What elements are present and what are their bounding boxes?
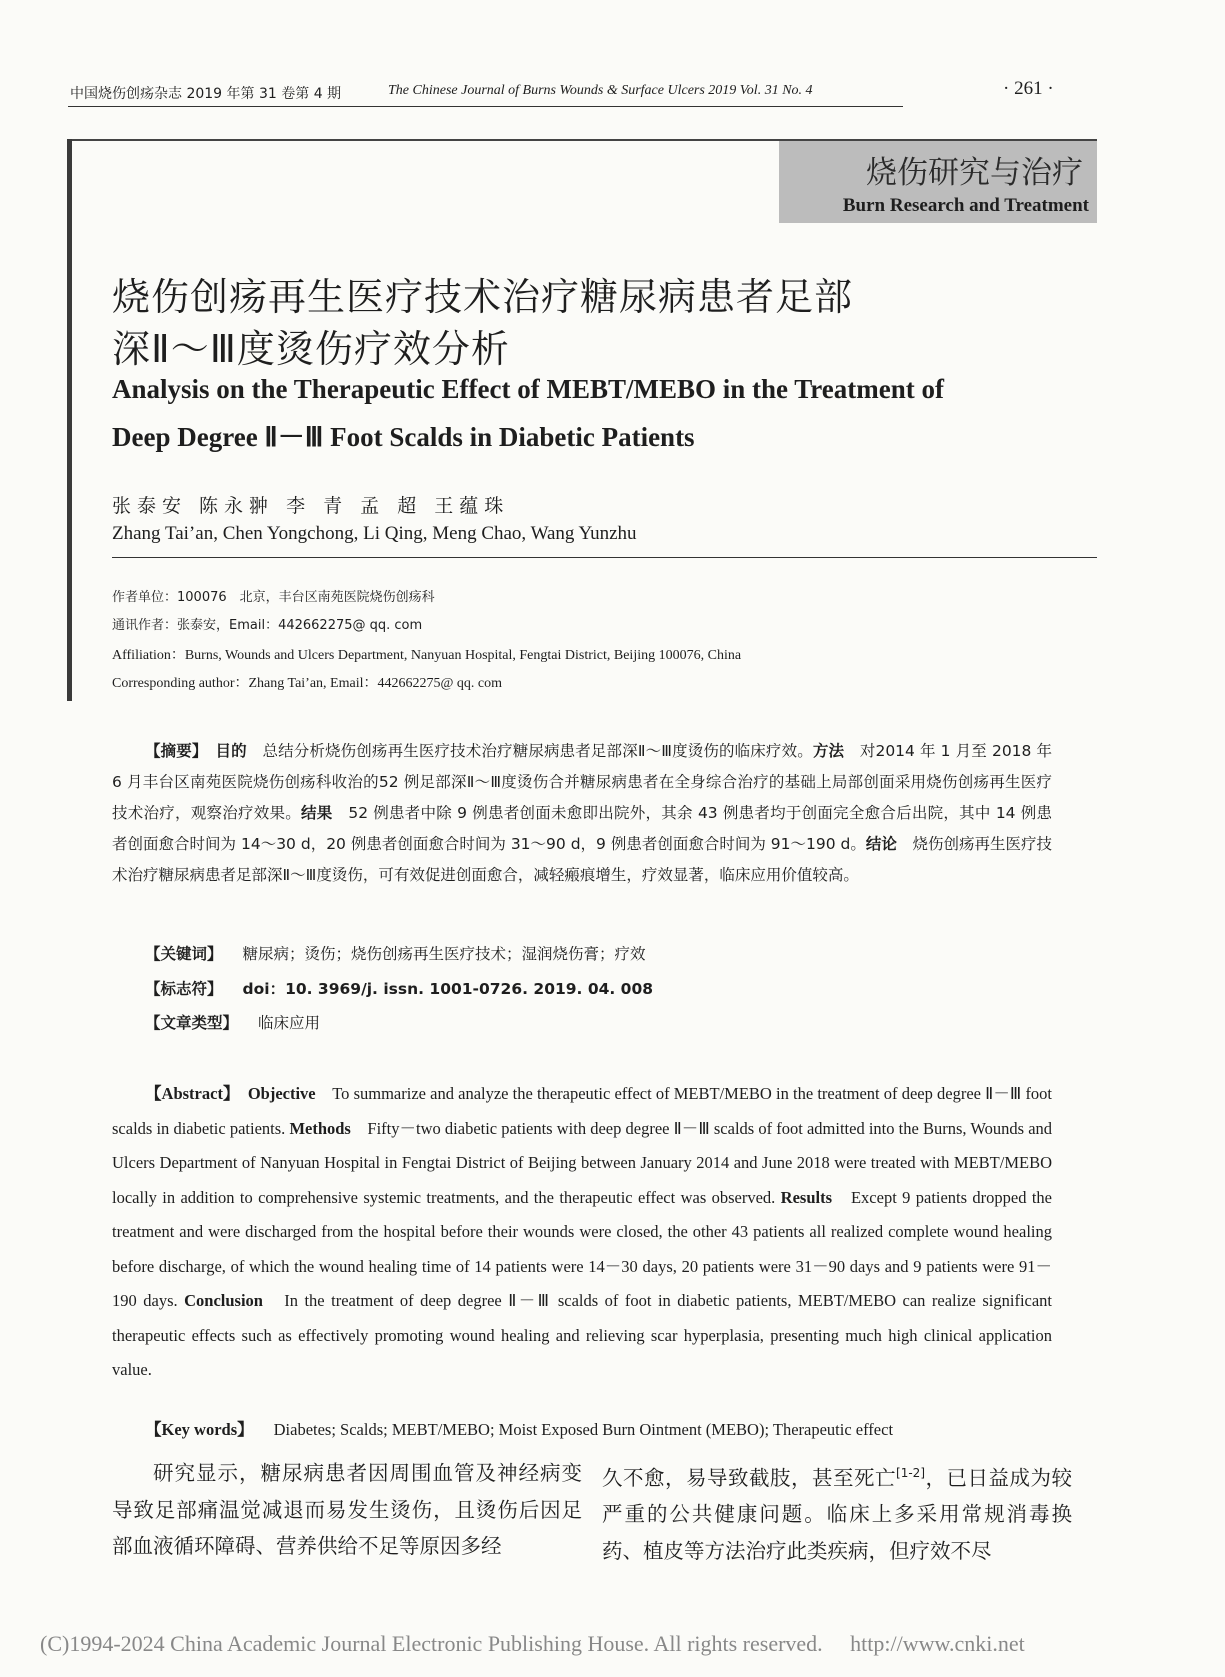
corresponding-author-en: Corresponding author：Zhang Tai’an, Email：442662275@ qq. com [112, 676, 502, 691]
article-type-line [112, 1011, 320, 1033]
body-column-left: 研究显示，糖尿病患者因周围血管及神经病变导致足部痛温觉减退而易发生烫伤，且烫伤后因足部血液循环障碍、营养供给不足等原因多经 [112, 1461, 582, 1558]
methods-text-cn: 对2014 年 1 月至 2018 年 6 月丰台区南苑医院烧伤创疡科收治的52 例足部深Ⅱ～Ⅲ度烫伤合并糖尿病患者在全身综合治疗的基础上局部创面采用烧伤创疡再生医疗技术治疗，观察治疗效果。 [112, 742, 1052, 822]
objective-label-en: Objective [247, 1084, 316, 1103]
body-right-text-1: 久不愈，易导致截肢，甚至死亡 [602, 1465, 897, 1490]
article-title-en-line2: Deep Degree Ⅱ－Ⅲ Foot Scalds in Diabetic Patients [112, 422, 695, 452]
methods-label-cn: 方法 [812, 742, 845, 760]
corresponding-author-cn: 通讯作者：张泰安，Email：442662275@ qq. com [112, 618, 423, 633]
citation-ref[interactable]: [1-2] [896, 1466, 925, 1480]
article-title-cn-line2: 深Ⅱ～Ⅲ度烫伤疗效分析 [112, 327, 510, 371]
methods-label-en: Methods [289, 1118, 351, 1138]
keywords-en-tag: 【Key words】 [145, 1420, 254, 1439]
page-number: · 261 · [1003, 78, 1054, 99]
body-column-right [602, 1455, 1072, 1569]
abstract-en-tag: 【Abstract】 [145, 1084, 232, 1103]
doi-tag: 【标志符】 [145, 980, 223, 998]
keywords-cn [112, 942, 646, 964]
article-type-tag: 【文章类型】 [145, 1014, 239, 1032]
results-label-en: Results [780, 1187, 832, 1207]
abstract-cn-tag: 【摘要】 [145, 742, 200, 760]
header-rule [68, 106, 903, 107]
affiliation-en: Affiliation：Burns, Wounds and Ulcers Department, Nanyuan Hospital, Fengtai District, Beijing 100076, China [112, 648, 742, 663]
abstract-cn [112, 736, 1052, 891]
running-header-cn: 中国烧伤创疡杂志 2019 年第 31 卷第 4 期 [70, 86, 342, 102]
keywords-en [112, 1416, 893, 1440]
authors-cn: 张泰安 陈永翀 李 青 孟 超 王蕴珠 [112, 495, 510, 517]
conclusion-label-cn: 结论 [865, 835, 897, 853]
article-type-text: 临床应用 [258, 1014, 321, 1032]
results-label-cn: 结果 [301, 804, 333, 822]
affiliation-cn: 作者单位：100076 北京，丰台区南苑医院烧伤创疡科 [112, 590, 435, 605]
authors-rule [112, 557, 1097, 558]
doi-line [112, 977, 653, 999]
results-text-en: Except 9 patients dropped the treatment and were discharged from the hospital before their wounds were closed, the other 43 patients all realized complete wound healing before discharge, of which the wound healing time of 14 patients were 14－30 days, 20 patients were 31－90 days and 9 patients were 91－190 days. [112, 1187, 1053, 1310]
running-header-en: The Chinese Journal of Burns Wounds & Surface Ulcers 2019 Vol. 31 No. 4 [388, 83, 813, 98]
section-label-box [779, 141, 1097, 223]
article-title-en-line1: Analysis on the Therapeutic Effect of MEBT/MEBO in the Treatment of [112, 374, 944, 404]
title-frame-left-bar [67, 139, 72, 701]
section-title-en: Burn Research and Treatment [842, 195, 1089, 216]
objective-text-cn: 总结分析烧伤创疡再生医疗技术治疗糖尿病患者足部深Ⅱ～Ⅲ度烫伤的临床疗效。 [262, 742, 813, 760]
keywords-en-text: Diabetes; Scalds; MEBT/MEBO; Moist Exposed Burn Ointment (MEBO); Therapeutic effect [273, 1420, 894, 1439]
body-right-text-2: ，已日益成为较严重的公共健康问题。临床上多采用常规消毒换药、植皮等方法治疗此类疾病，但疗效不尽 [602, 1465, 1073, 1563]
methods-text-en: Fifty－two diabetic patients with deep degree Ⅱ－Ⅲ scalds of foot admitted into the Burns, Wounds and Ulcers Department of Nanyuan Hospital in Fengtai District of Beijing between January 2014 and June 2018 were treated with MEBT/MEBO locally in addition to comprehensive systemic treatments, and the therapeutic effect was observed. [112, 1118, 1053, 1207]
abstract-en [112, 1077, 1052, 1388]
objective-label-cn: 目的 [215, 742, 247, 760]
authors-en: Zhang Tai’an, Chen Yongchong, Li Qing, Meng Chao, Wang Yunzhu [112, 523, 637, 544]
article-title-cn-line1: 烧伤创疡再生医疗技术治疗糖尿病患者足部 [112, 275, 854, 319]
keywords-cn-text: 糖尿病；烫伤；烧伤创疡再生医疗技术；湿润烧伤膏；疗效 [242, 945, 646, 963]
conclusion-label-en: Conclusion [184, 1291, 263, 1310]
copyright-footer: (C)1994-2024 China Academic Journal Electronic Publishing House. All rights reserved. http://www.cnki.net [40, 1631, 1025, 1656]
results-text-cn: 52 例患者中除 9 例患者创面未愈即出院外，其余 43 例患者均于创面完全愈合后出院，其中 14 例患者创面愈合时间为 14～30 d，20 例患者创面愈合时间为 31～90 d，9 例患者创面愈合时间为 91～190 d。 [112, 804, 1052, 853]
conclusion-text-cn: 烧伤创疡再生医疗技术治疗糖尿病患者足部深Ⅱ～Ⅲ度烫伤，可有效促进创面愈合，减轻瘢痕增生，疗效显著，临床应用价值较高。 [112, 835, 1052, 884]
keywords-cn-tag: 【关键词】 [145, 945, 223, 963]
doi-text: doi：10. 3969/j. issn. 1001-0726. 2019. 04. 008 [242, 980, 654, 998]
conclusion-text-en: In the treatment of deep degree Ⅱ－Ⅲ scalds of foot in diabetic patients, MEBT/MEBO can realize significant therapeutic effects such as effectively promoting wound healing and relieving scar hyperplasia, presenting much high clinical application value. [112, 1291, 1053, 1379]
section-title-cn: 烧伤研究与治疗 [866, 155, 1083, 191]
objective-text-en: To summarize and analyze the therapeutic effect of MEBT/MEBO in the treatment of deep degree Ⅱ－Ⅲ foot scalds in diabetic patients. [112, 1084, 1053, 1138]
